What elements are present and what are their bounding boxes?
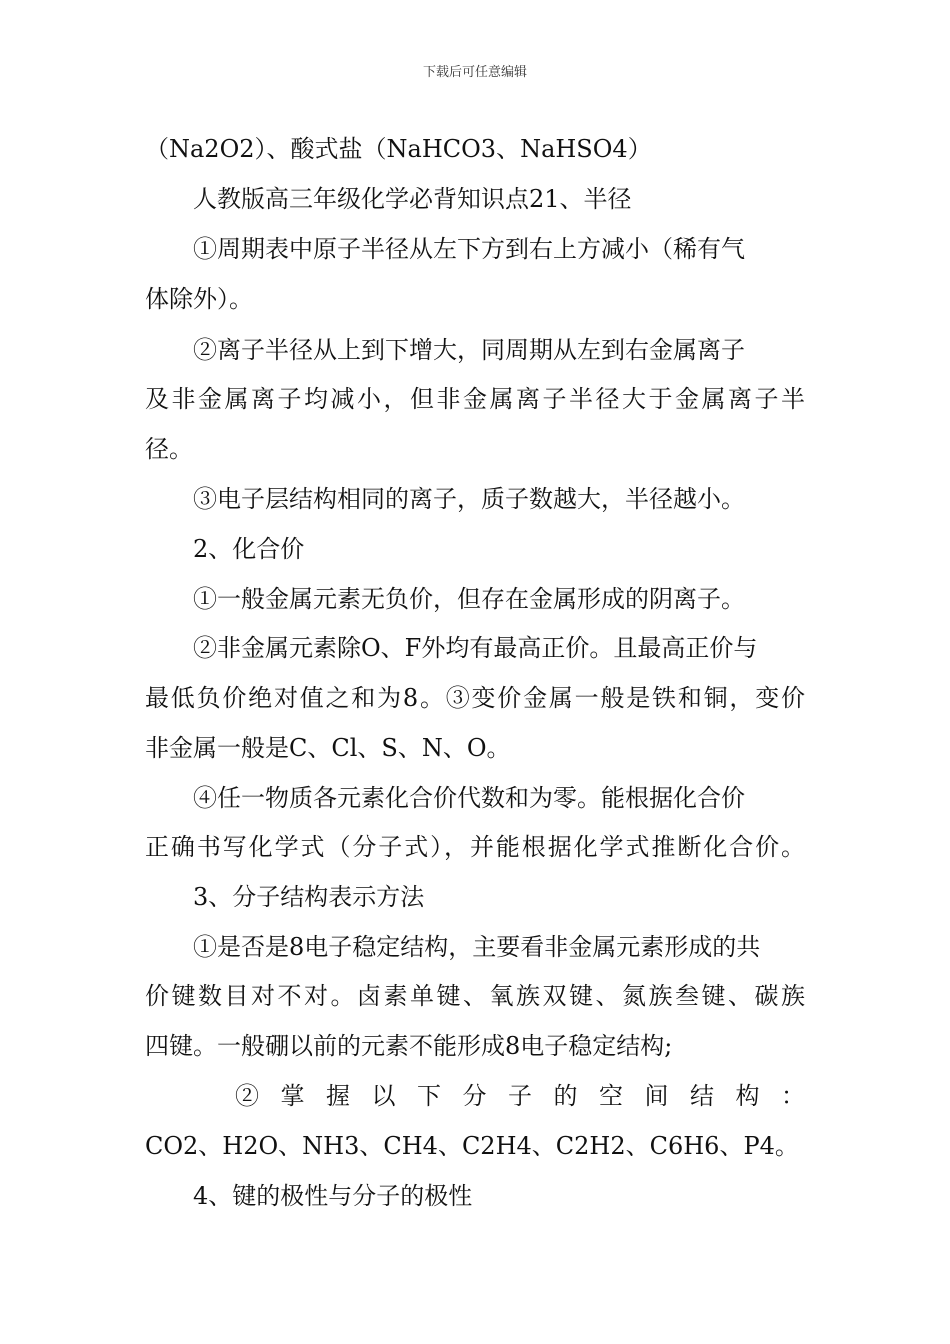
text-line: 最低负价绝对值之和为8。③变价金属一般是铁和铜，变价 [145, 684, 805, 712]
text-line: 及非金属离子均减小，但非金属离子半径大于金属离子半 [145, 385, 805, 413]
text-line: （Na2O2）、酸式盐（NaHCO3、NaHSO4） [145, 135, 652, 163]
text-line: ② 掌 握 以 下 分 子 的 空 间 结 构 ： [235, 1082, 805, 1110]
text-line: ③电子层结构相同的离子，质子数越大，半径越小。 [193, 485, 745, 513]
section-heading: 2、化合价 [193, 535, 305, 563]
text-line: 径。 [145, 435, 193, 463]
text-line: 体除外）。 [145, 285, 253, 313]
section-heading: 4、键的极性与分子的极性 [193, 1182, 473, 1210]
section-heading: 3、分子结构表示方法 [193, 883, 425, 911]
text-line: 四键。一般硼以前的元素不能形成8电子稳定结构; [145, 1032, 673, 1060]
text-line: ④任一物质各元素化合价代数和为零。能根据化合价 [193, 784, 745, 812]
page-header: 下载后可任意编辑 [422, 65, 527, 80]
text-line: 价键数目对不对。卤素单键、氧族双键、氮族叁键、碳族 [145, 982, 805, 1010]
text-line: CO2、H2O、NH3、CH4、C2H4、C2H2、C6H6、P4。 [145, 1132, 799, 1160]
text-line: ②非金属元素除O、F外均有最高正价。且最高正价与 [193, 634, 758, 662]
section-heading: 人教版高三年级化学必背知识点21、半径 [193, 185, 632, 213]
text-line: 非金属一般是C、Cl、S、N、O。 [145, 734, 511, 762]
text-line: ②离子半径从上到下增大，同周期从左到右金属离子 [193, 336, 745, 364]
text-line: ①周期表中原子半径从左下方到右上方减小（稀有气 [193, 235, 745, 263]
text-line: 正确书写化学式（分子式），并能根据化学式推断化合价。 [145, 833, 805, 861]
text-line: ①是否是8电子稳定结构，主要看非金属元素形成的共 [193, 933, 761, 961]
text-line: ①一般金属元素无负价，但存在金属形成的阴离子。 [193, 585, 745, 613]
